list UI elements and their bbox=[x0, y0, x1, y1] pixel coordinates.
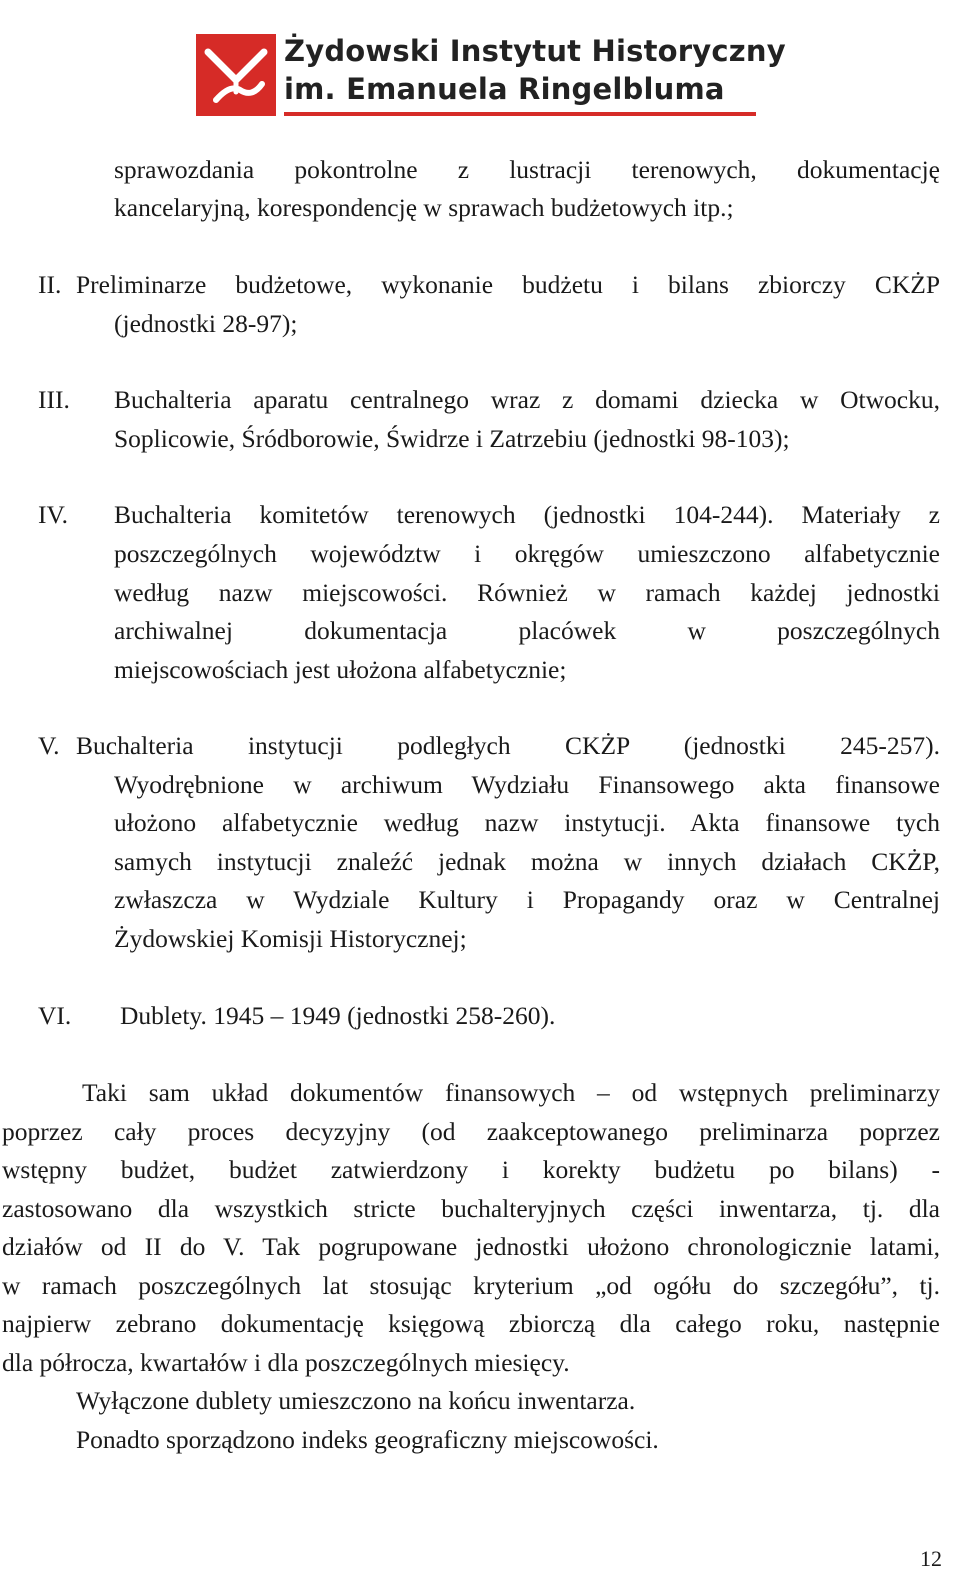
logo-mark bbox=[196, 34, 276, 116]
item-v-line-2: Wyodrębnione w archiwum Wydziału Finansowego akta finansowe bbox=[114, 770, 940, 799]
item-v-line-3: ułożono alfabetycznie według nazw instytucji. Akta finansowe tych bbox=[114, 808, 940, 837]
page-number: 12 bbox=[920, 1546, 942, 1571]
item-vi-line-1: Dublety. 1945 – 1949 (jednostki 258-260). bbox=[120, 1001, 556, 1030]
item-iii-number: III. bbox=[38, 385, 70, 414]
item-iv-line-1: Buchalteria komitetów terenowych (jednostki 104-244). Materiały z bbox=[114, 500, 940, 529]
paragraph-line-3: wstępny budżet, budżet zatwierdzony i korekty budżetu po bilans) - bbox=[2, 1155, 940, 1184]
org-name: Żydowski Instytut Historyczny bbox=[284, 34, 786, 68]
item-iv-line-4: archiwalnej dokumentacja placówek w poszczególnych bbox=[114, 616, 940, 645]
item-vi-number: VI. bbox=[38, 1001, 72, 1030]
header-rule bbox=[284, 112, 756, 116]
paragraph-line-2: poprzez cały proces decyzyjny (od zaakceptowanego preliminarza poprzez bbox=[2, 1117, 940, 1146]
item-v-line-5: zwłaszcza w Wydziale Kultury i Propagandy oraz w Centralnej bbox=[114, 885, 940, 914]
item-i-line-1: sprawozdania pokontrolne z lustracji terenowych, dokumentację bbox=[114, 155, 940, 184]
item-v-line-4: samych instytucji znaleźć jednak można w innych działach CKŻP, bbox=[114, 847, 940, 876]
paragraph-line-8: dla półrocza, kwartałów i dla poszczególnych miesięcy. bbox=[2, 1348, 570, 1377]
item-iii-line-1: Buchalteria aparatu centralnego wraz z domami dziecka w Otwocku, bbox=[114, 385, 940, 414]
item-iv-line-2: poszczególnych województw i okręgów umieszczono alfabetycznie bbox=[114, 539, 940, 568]
item-ii-number: II. bbox=[38, 270, 62, 299]
paragraph-line-4: zastosowano dla wszystkich stricte buchalteryjnych części inwentarza, tj. dla bbox=[2, 1194, 940, 1223]
item-iv-number: IV. bbox=[38, 500, 68, 529]
page-header bbox=[196, 34, 786, 118]
item-iv-line-3: według nazw miejscowości. Również w ramach każdej jednostki bbox=[114, 578, 940, 607]
item-iv-line-5: miejscowościach jest ułożona alfabetycznie; bbox=[114, 655, 567, 684]
zih-logo-icon bbox=[196, 34, 276, 116]
org-patron: im. Emanuela Ringelbluma bbox=[284, 72, 725, 106]
closing-line-1: Wyłączone dublety umieszczono na końcu inwentarza. bbox=[76, 1386, 636, 1415]
item-iii-line-2: Soplicowie, Śródborowie, Świdrze i Zatrzebiu (jednostki 98-103); bbox=[114, 424, 790, 453]
closing-line-2: Ponadto sporządzono indeks geograficzny miejscowości. bbox=[76, 1425, 659, 1454]
item-v-line-1: Buchalteria instytucji podległych CKŻP (jednostki 245-257). bbox=[76, 731, 940, 760]
item-ii-line-2: (jednostki 28-97); bbox=[114, 309, 298, 338]
item-i-line-2: kancelaryjną, korespondencję w sprawach budżetowych itp.; bbox=[114, 193, 734, 222]
paragraph-line-1: Taki sam układ dokumentów finansowych – od wstępnych preliminarzy bbox=[82, 1078, 940, 1107]
paragraph-line-6: w ramach poszczególnych lat stosując kryterium „od ogółu do szczegółu”, tj. bbox=[2, 1271, 940, 1300]
paragraph-line-7: najpierw zebrano dokumentację księgową zbiorczą dla całego roku, następnie bbox=[2, 1309, 940, 1338]
item-ii-line-1: Preliminarze budżetowe, wykonanie budżetu i bilans zbiorczy CKŻP bbox=[76, 270, 940, 299]
paragraph-line-5: działów od II do V. Tak pogrupowane jednostki ułożono chronologicznie latami, bbox=[2, 1232, 940, 1261]
item-v-line-6: Żydowskiej Komisji Historycznej; bbox=[114, 924, 467, 953]
item-v-number: V. bbox=[38, 731, 60, 760]
